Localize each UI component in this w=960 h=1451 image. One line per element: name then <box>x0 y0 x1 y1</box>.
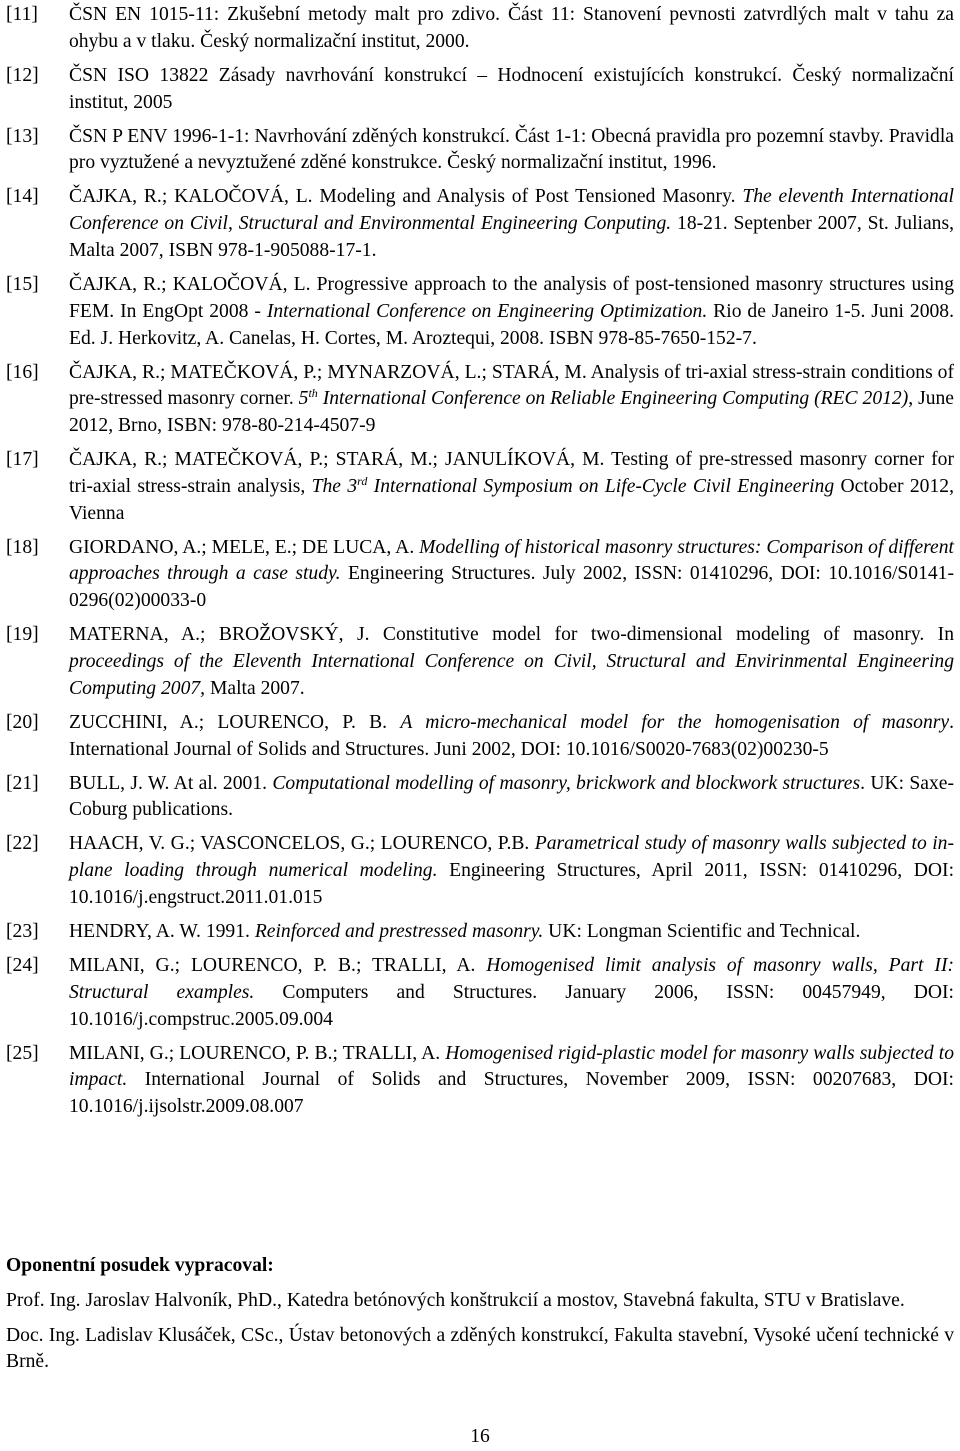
reference-text: MILANI, G.; LOURENCO, P. B.; TRALLI, A. Homogenised limit analysis of masonry walls, Part II: Structural examples. Computers and Structures. January 2006, ISSN: 00457949, DOI: 10.1016/j.compstruc.2005.09.004 <box>69 954 954 1030</box>
reference-title: Homogenised limit analysis of masonry walls, Part II: Structural examples. <box>69 954 954 1003</box>
reference-item <box>6 184 954 264</box>
reference-number: [25] <box>6 1042 39 1064</box>
opponent-review-heading: Oponentní posudek vypracoval: <box>6 1255 274 1276</box>
reference-text: ČAJKA, R.; MATEČKOVÁ, P.; STARÁ, M.; JANULÍKOVÁ, M. Testing of pre-stressed masonry corner for tri-axial stress-strain analysis, The 3rd International Symposium on Life-Cycle Civil Engineering October 2012, Vienna <box>69 449 954 524</box>
reference-text: ČAJKA, R.; MATEČKOVÁ, P.; MYNARZOVÁ, L.; STARÁ, M. Analysis of tri-axial stress-strain conditions of pre-stressed masonry corner. 5th International Conference on Reliable Engineering Computing (REC 2012), June 2012, Brno, ISBN: 978-80-214-4507-9 <box>69 361 954 437</box>
reference-number: [17] <box>6 449 39 471</box>
reference-title: Parametrical study of masonry walls subjected to in-plane loading through numerical modeling. <box>69 833 954 882</box>
reference-number: [19] <box>6 624 39 646</box>
reference-item <box>6 953 954 1033</box>
reference-item <box>6 124 954 178</box>
reference-item <box>6 447 954 527</box>
reference-item <box>6 272 954 352</box>
reference-text: ČSN EN 1015-11: Zkušební metody malt pro zdivo. Část 11: Stanovení pevnosti zatvrdlých malt v tahu za ohybu a v tlaku. Český normalizační institut, 2000. <box>69 4 954 52</box>
reference-item <box>6 2 954 56</box>
reference-text: MATERNA, A.; BROŽOVSKÝ, J. Constitutive model for two-dimensional modeling of masonry. In proceedings of the Eleventh International Conference on Civil, Structural and Envirinmental Engineering Computing 2007, Malta 2007. <box>69 624 954 699</box>
reference-title: Computational modelling of masonry, brickwork and blockwork structures <box>272 772 861 794</box>
reference-text: HAACH, V. G.; VASCONCELOS, G.; LOURENCO, P.B. Parametrical study of masonry walls subjected to in-plane loading through numerical modeling. Engineering Structures, April 2011, ISSN: 01410296, DOI: 10.1016/j.engstruct.2011.01.015 <box>69 833 955 908</box>
reference-number: [14] <box>6 186 39 208</box>
reference-text: GIORDANO, A.; MELE, E.; DE LUCA, A. Modelling of historical masonry structures: Comparison of different approaches through a case study. Engineering Structures. July 2002, ISSN: 01410296, DOI: 10.1016/S0141-0296(02)00033-0 <box>69 536 954 612</box>
reference-number: [15] <box>6 273 39 295</box>
reference-text: ČSN ISO 13822 Zásady navrhování konstrukcí – Hodnocení existujících konstrukcí. Český normalizační institut, 2005 <box>69 64 954 113</box>
reference-text: ČAJKA, R.; KALOČOVÁ, L. Modeling and Analysis of Post Tensioned Masonry. The eleventh International Conference on Civil, Structural and Environmental Engineering Conputing. 18-21. Septenber 2007, St. Julians, Malta 2007, ISBN 978-1-905088-17-1. <box>69 186 954 261</box>
reference-number: [18] <box>6 536 39 558</box>
reference-item <box>6 1041 954 1121</box>
reference-item <box>6 771 954 825</box>
reference-number: [23] <box>6 920 39 942</box>
reference-item <box>6 710 954 764</box>
reference-item <box>6 831 954 911</box>
ordinal-superscript: rd <box>357 473 368 488</box>
reference-source-title: International Symposium on Life-Cycle Civil Engineering <box>367 475 835 497</box>
reference-number: [13] <box>6 125 39 147</box>
reference-item <box>6 360 954 440</box>
reference-list <box>6 2 954 1128</box>
reference-number: [22] <box>6 833 39 855</box>
reference-text: ČAJKA, R.; KALOČOVÁ, L. Progressive approach to the analysis of post-tensioned masonry structures using FEM. In EngOpt 2008 - International Conference on Engineering Optimization. Rio de Janeiro 1-5. Juni 2008. Ed. J. Herkovitz, A. Canelas, H. Cortes, M. Aroztequi, 2008. ISBN 978-85-7650-152-7. <box>69 273 954 349</box>
reference-title: Homogenised rigid-plastic model for masonry walls subjected to impact. <box>69 1042 954 1091</box>
reference-number: [11] <box>6 4 38 25</box>
reference-text: ZUCCHINI, A.; LOURENCO, P. B. A micro-mechanical model for the homogenisation of masonry. International Journal of Solids and Structures. Juni 2002, DOI: 10.1016/S0020-7683(02)00230-5 <box>69 711 954 760</box>
reference-title: A micro-mechanical model for the homogenisation of masonry <box>400 711 950 733</box>
reference-item <box>6 63 954 117</box>
opponent-review-section <box>6 1253 954 1384</box>
reference-source-title: International Conference on Engineering Optimization. <box>266 300 708 322</box>
reference-item <box>6 622 954 702</box>
reference-text: MILANI, G.; LOURENCO, P. B.; TRALLI, A. Homogenised rigid-plastic model for masonry walls subjected to impact. International Journal of Solids and Structures, November 2009, ISSN: 00207683, DOI: 10.1016/j.ijsolstr.2009.08.007 <box>69 1042 954 1118</box>
reference-source-title: The eleventh International Conference on Civil, Structural and Environmental Engineering Conputing. <box>69 186 954 235</box>
reference-number: [21] <box>6 772 39 794</box>
reference-item <box>6 535 954 615</box>
ordinal-superscript: th <box>308 386 318 401</box>
reference-text: BULL, J. W. At al. 2001. Computational modelling of masonry, brickwork and blockwork structures. UK: Saxe-Coburg publications. <box>69 772 954 821</box>
reference-source-title: proceedings of the Eleventh International Conference on Civil, Structural and Envirinmental Engineering Computing 2007, <box>69 651 954 699</box>
opponent-reviewer: Prof. Ing. Jaroslav Halvoník, PhD., Katedra betónových konštrukcií a mostov, Stavebná fakulta, STU v Bratislave. <box>6 1289 905 1311</box>
reference-item <box>6 919 954 946</box>
reference-number: [12] <box>6 64 39 86</box>
reference-text: HENDRY, A. W. 1991. Reinforced and prestressed masonry. UK: Longman Scientific and Technical. <box>69 920 861 942</box>
reference-number: [24] <box>6 954 39 976</box>
page-number: 16 <box>470 1426 490 1447</box>
reference-text: ČSN P ENV 1996-1-1: Navrhování zděných konstrukcí. Část 1-1: Obecná pravidla pro pozemní stavby. Pravidla pro vyztužené a nevyztužené zděné konstrukce. Český normalizační institut, 1996. <box>69 125 954 174</box>
reference-number: [20] <box>6 711 39 733</box>
reference-number: [16] <box>6 361 39 383</box>
opponent-reviewer: Doc. Ing. Ladislav Klusáček, CSc., Ústav betonových a zděných konstrukcí, Fakulta stavební, Vysoké učení technické v Brně. <box>6 1324 954 1373</box>
reference-title: Modelling of historical masonry structures: Comparison of different approaches through a case study. <box>69 536 954 585</box>
reference-source-title: International Conference on Reliable Engineering Computing (REC 2012) <box>317 388 909 410</box>
reference-title: Reinforced and prestressed masonry. <box>254 920 544 942</box>
